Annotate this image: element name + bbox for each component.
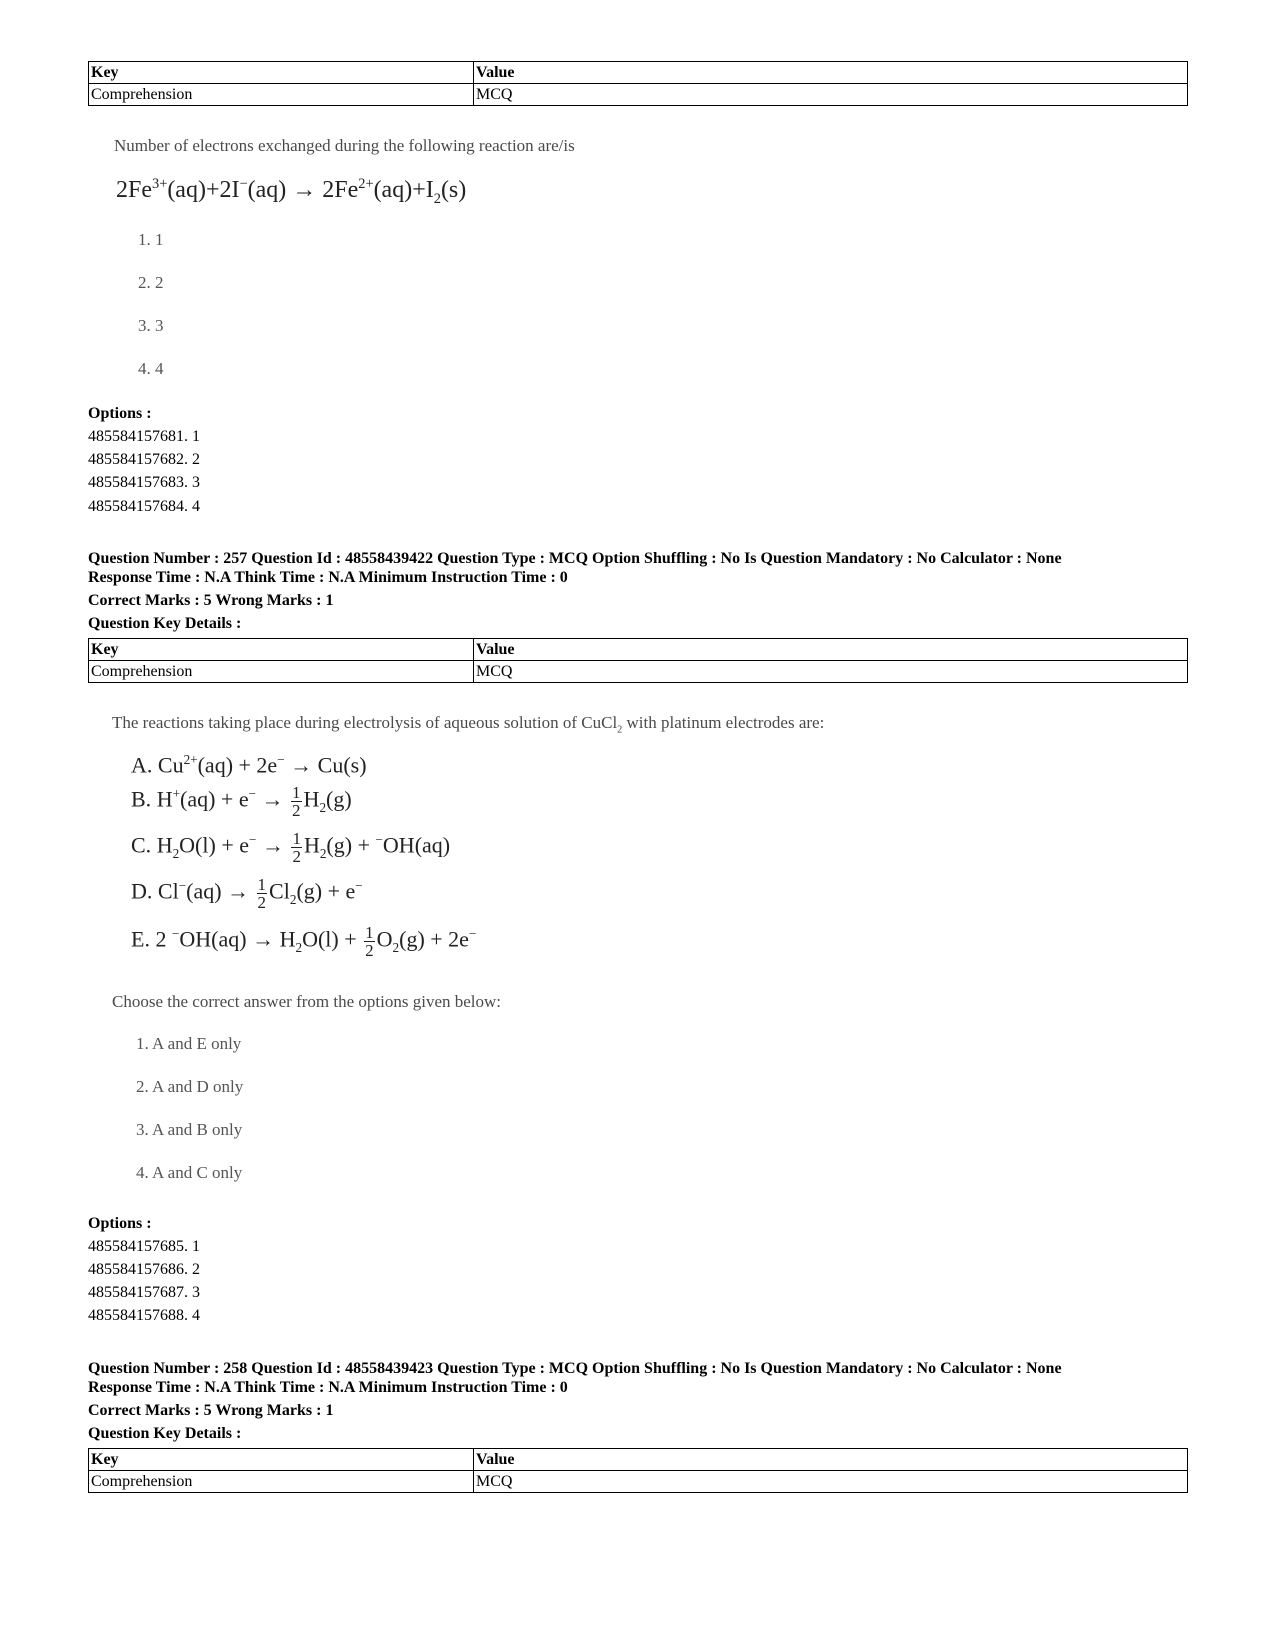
rx-part: H [156,832,173,858]
reaction-label: B. [131,786,152,812]
fraction-numerator: 1 [292,783,301,802]
q256-option: 485584157681. 1 [88,428,200,445]
prompt-sub: 2 [617,724,623,736]
table-row [89,1471,1188,1493]
rx-part: (g) + [326,832,376,858]
q258-key-details-label: Question Key Details : [88,1425,242,1442]
rx-part: (aq) + e [180,786,249,812]
q257-prompt [112,713,824,735]
rx-sub: 2 [319,845,327,861]
table-header-key: Key [89,639,474,661]
eq-part: (aq)+I [373,177,434,203]
q256-choice: 2. 2 [138,273,164,292]
prompt-part: with platinum electrodes are: [622,713,825,732]
q257-instruction: Choose the correct answer from the options given below: [112,992,502,1011]
rx-part: H [303,832,320,858]
table-header-row [89,1449,1188,1471]
table-header-key: Key [89,62,474,84]
eq-part: 2Fe [116,177,152,203]
reaction-label: C. [131,832,152,858]
rx-part: O(l) + [302,926,357,952]
q256-prompt: Number of electrons exchanged during the following reaction are/is [114,136,575,155]
eq-part: (aq)+2I [167,177,240,203]
q256-option: 485584157682. 2 [88,451,200,468]
q258-marks: Correct Marks : 5 Wrong Marks : 1 [88,1402,334,1419]
table-cell-key: Comprehension [89,84,474,106]
reaction-e [131,924,476,959]
table-cell-key: Comprehension [89,1471,474,1493]
q257-option: 485584157687. 3 [88,1284,200,1301]
rx-part: Cl [269,878,290,904]
q257-choice: 3. A and B only [136,1120,243,1139]
q257-option: 485584157686. 2 [88,1261,200,1278]
rx-part: OH(aq) [382,832,451,858]
rx-sup: − [171,926,180,942]
rx-part: → [256,832,284,858]
rx-sup: − [277,752,285,767]
rx-sup: + [172,786,181,802]
key-value-table-top [88,61,1188,106]
q257-choice: 2. A and D only [136,1077,244,1096]
rx-part: (g) [326,786,352,812]
rx-sup: 2+ [183,752,198,767]
rx-part: OH(aq) → H [179,926,296,952]
fraction [291,830,302,865]
q256-choice: 4. 4 [138,359,164,378]
rx-sup: − [178,878,187,894]
key-value-table-q257 [88,638,1188,683]
q257-header-line2: Response Time : N.A Think Time : N.A Minimum Instruction Time : 0 [88,569,568,586]
q256-choice: 1. 1 [138,230,164,249]
table-header-value: Value [474,62,1188,84]
table-header-value: Value [474,1449,1188,1471]
fraction-denominator: 2 [292,847,301,866]
table-header-row [89,62,1188,84]
reaction-a [131,752,367,778]
eq-part: (aq) → 2Fe [247,177,359,203]
rx-part: → Cu(s) [284,752,367,778]
q256-choice: 3. 3 [138,316,164,335]
table-cell-key: Comprehension [89,661,474,683]
q258-header-line1: Question Number : 258 Question Id : 48558439423 Question Type : MCQ Option Shuffling : No Is Question Mandatory : No Calculator : None [88,1360,1062,1377]
q256-equation [116,176,466,208]
fraction [257,876,268,911]
q257-choice: 4. A and C only [136,1163,243,1182]
fraction-denominator: 2 [292,801,301,820]
fraction-denominator: 2 [257,893,267,912]
rx-part: (g) + e [296,878,356,904]
eq-sup: 3+ [152,176,168,192]
table-header-row [89,639,1188,661]
q257-options-label: Options : [88,1215,152,1232]
fraction [291,784,302,819]
table-header-key: Key [89,1449,474,1471]
rx-part: (aq) + 2e [197,752,278,778]
q256-options-label: Options : [88,405,152,422]
table-cell-value: MCQ [474,661,1188,683]
rx-part: 2 [155,926,172,952]
q257-marks: Correct Marks : 5 Wrong Marks : 1 [88,592,334,609]
rx-sup: − [468,926,477,942]
rx-part: O [376,926,393,952]
table-header-value: Value [474,639,1188,661]
rx-part: → [256,786,284,812]
rx-sub: 2 [392,939,400,955]
rx-part: O(l) + e [179,832,249,858]
fraction [364,924,375,959]
q256-option: 485584157683. 3 [88,474,200,491]
q256-option: 485584157684. 4 [88,498,200,515]
fraction-numerator: 1 [257,875,267,894]
rx-part: H [303,786,320,812]
fraction-numerator: 1 [292,829,301,848]
rx-part: (aq) → [186,878,250,904]
q257-option: 485584157688. 4 [88,1307,200,1324]
reaction-label: D. [131,878,153,904]
eq-sup: 2+ [358,176,374,192]
reaction-b [131,784,352,819]
table-row [89,661,1188,683]
key-value-table-q258 [88,1448,1188,1493]
rx-sub: 2 [319,799,327,815]
rx-sup: − [249,832,257,848]
rx-part: H [156,786,173,812]
q257-key-details-label: Question Key Details : [88,615,242,632]
table-row [89,84,1188,106]
rx-sub: 2 [172,845,180,861]
rx-sub: 2 [289,891,297,907]
rx-sup: − [375,832,383,848]
q257-header-line1: Question Number : 257 Question Id : 48558439422 Question Type : MCQ Option Shuffling : No Is Question Mandatory : No Calculator : None [88,550,1062,567]
rx-sup: − [355,878,363,894]
prompt-part: The reactions taking place during electrolysis of aqueous solution of CuCl [112,713,618,732]
eq-part: (s) [440,177,467,203]
eq-sup: − [239,176,248,192]
q257-choice: 1. A and E only [136,1034,242,1053]
reaction-label: E. [131,926,150,952]
q258-header-line2: Response Time : N.A Think Time : N.A Minimum Instruction Time : 0 [88,1379,568,1396]
q257-option: 485584157685. 1 [88,1238,200,1255]
reaction-c [131,830,450,865]
rx-part: Cl [157,878,179,904]
fraction-denominator: 2 [365,941,374,960]
rx-part: Cu [157,752,184,778]
reaction-d [131,876,363,911]
eq-sub: 2 [433,190,441,207]
rx-part: (g) + 2e [399,926,469,952]
rx-sub: 2 [295,939,303,955]
reaction-label: A. [131,752,153,778]
fraction-numerator: 1 [365,923,374,942]
rx-sup: − [248,786,257,802]
table-cell-value: MCQ [474,84,1188,106]
table-cell-value: MCQ [474,1471,1188,1493]
